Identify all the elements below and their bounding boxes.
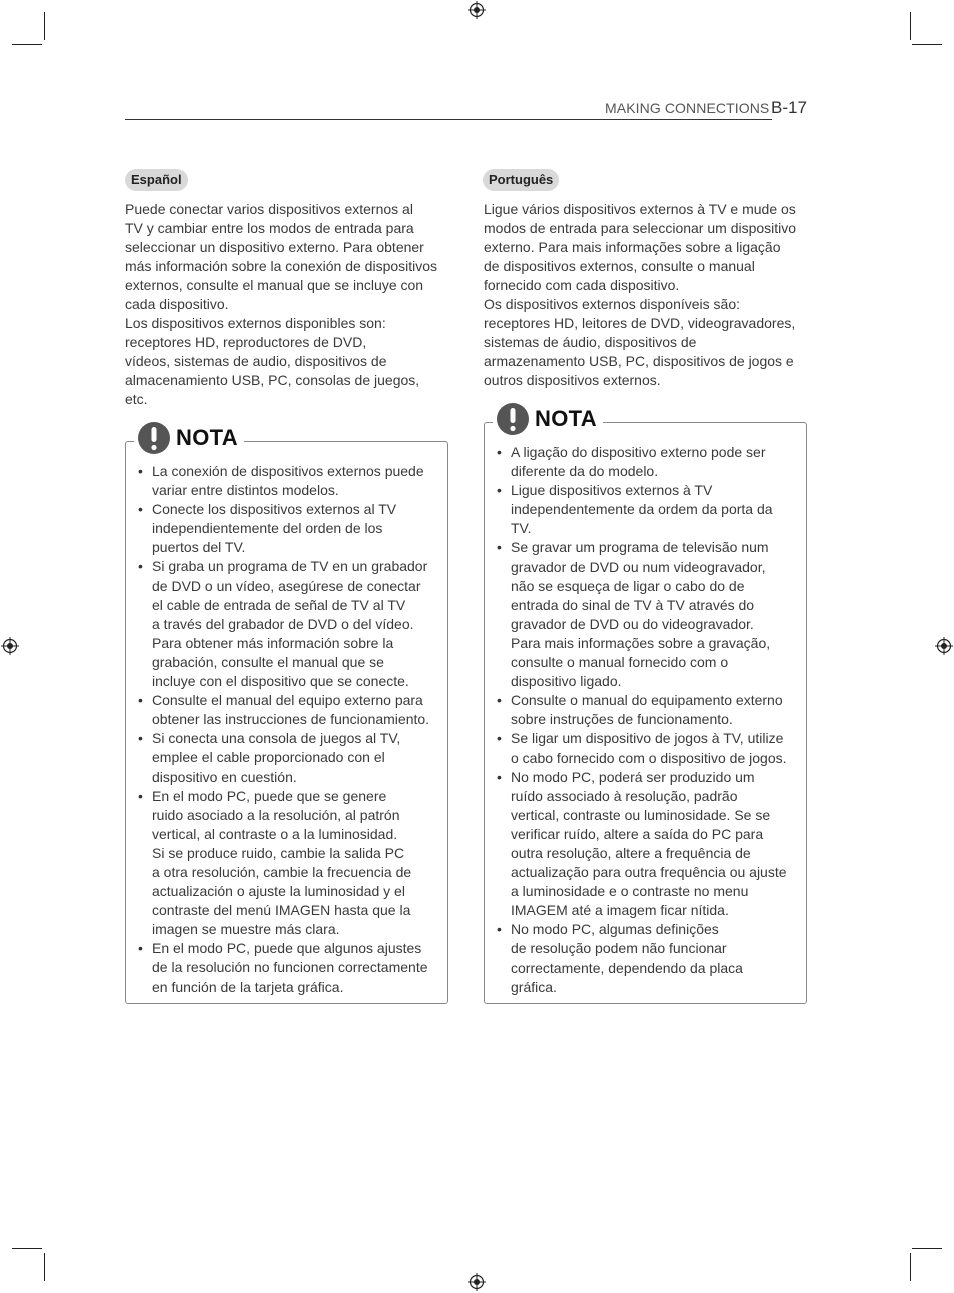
crop-mark — [910, 1253, 911, 1281]
note-item-line: • Si conecta una consola de juegos al TV, — [152, 730, 401, 747]
note-item-line: não se esqueça de ligar o cabo do de — [511, 577, 745, 594]
note-item-line: gravador de DVD ou num videogravador, — [511, 558, 766, 575]
intro-line: armazenamento USB, PC, dispositivos de jogos e — [484, 353, 794, 369]
language-label-es: Español — [125, 169, 188, 191]
intro-line: más información sobre la conexión de dispositivos — [125, 258, 438, 274]
note-item-line: Para obtener más información sobre la — [152, 634, 394, 651]
intro-line: externo. Para mais informações sobre a ligação — [484, 239, 781, 255]
crop-mark — [910, 12, 911, 40]
note-item-line: de la resolución no funcionen correctamente — [152, 959, 428, 976]
note-item-line: outra resolução, altere a frequência de — [511, 844, 751, 861]
crop-mark — [12, 44, 42, 45]
note-item-line: • No modo PC, algumas definições — [511, 921, 719, 938]
note-item-line: consulte o manual fornecido com o — [511, 654, 729, 671]
crop-mark — [12, 1248, 42, 1249]
intro-line: outros dispositivos externos. — [484, 372, 661, 388]
intro-line: cada dispositivo. — [125, 296, 229, 312]
crop-mark — [912, 1248, 942, 1249]
note-item-line: gráfica. — [511, 978, 557, 995]
note-item-line: actualización o ajuste la luminosidad y el — [152, 883, 405, 900]
note-item — [138, 691, 444, 729]
intro-line: sistemas de áudio, dispositivos de — [484, 334, 697, 350]
note-item-line: • Ligue dispositivos externos à TV — [511, 482, 713, 499]
intro-line: Los dispositivos externos disponibles son: — [125, 315, 386, 331]
registration-mark-icon — [1, 637, 19, 655]
note-item-line: gravador de DVD ou do videogravador. — [511, 615, 754, 632]
note-item — [497, 729, 803, 767]
header-divider — [125, 119, 772, 120]
registration-mark-icon — [468, 1, 486, 19]
note-list-pt — [497, 443, 803, 997]
note-item — [138, 500, 444, 557]
note-item-line: TV. — [511, 520, 532, 537]
note-item-line: imagen se muestre más clara. — [152, 921, 340, 938]
crop-mark — [44, 12, 45, 40]
note-item — [497, 538, 803, 691]
note-item-line: variar entre distintos modelos. — [152, 482, 339, 499]
note-item — [138, 557, 444, 691]
note-item-line: diferente da do modelo. — [511, 463, 659, 480]
note-item-line: • Consulte el manual del equipo externo para — [152, 692, 423, 709]
note-item — [497, 443, 803, 481]
intro-line: receptores HD, leitores de DVD, videogravadores, — [484, 315, 796, 331]
page-number: B-17 — [771, 98, 807, 117]
note-item-line: • A ligação do dispositivo externo pode ser — [511, 444, 766, 460]
note-title-es: NOTA — [176, 425, 238, 450]
note-item-line: a luminosidade e o contraste no menu — [511, 883, 749, 900]
registration-mark-icon — [468, 1273, 486, 1291]
intro-paragraph-es — [125, 200, 455, 409]
note-header-pt — [493, 404, 603, 434]
note-item-line: • Se gravar um programa de televisão num — [511, 539, 769, 556]
note-item-line: Para mais informações sobre a gravação, — [511, 634, 771, 651]
note-item-line: a otra resolución, cambie la frecuencia de — [152, 863, 412, 880]
note-item-line: independentemente da ordem da porta da — [511, 501, 773, 518]
note-item-line: ruido asociado a la resolución, al patrón — [152, 806, 400, 823]
note-item-line: vertical, contraste ou luminosidade. Se se — [511, 806, 771, 823]
intro-line: de dispositivos externos, consulte o manual — [484, 258, 755, 274]
note-list-es — [138, 462, 444, 997]
note-item-line: sobre instruções de funcionamento. — [511, 711, 733, 728]
note-item-line: de resolução podem não funcionar — [511, 940, 727, 957]
intro-line: receptores HD, reproductores de DVD, — [125, 334, 367, 350]
intro-paragraph-pt — [484, 200, 814, 390]
intro-line: vídeos, sistemas de audio, dispositivos de — [125, 353, 387, 369]
note-item-line: IMAGEM até a imagem ficar nítida. — [511, 902, 729, 919]
note-item-line: independientemente del orden de los — [152, 520, 383, 537]
note-item-line: contraste del menú IMAGEN hasta que la — [152, 902, 411, 919]
note-item-line: dispositivo en cuestión. — [152, 768, 297, 785]
note-item-line: • En el modo PC, puede que algunos ajustes — [152, 940, 422, 957]
note-item-line: verificar ruído, altere a saída do PC para — [511, 825, 764, 842]
intro-line: etc. — [125, 391, 148, 407]
note-item-line: puertos del TV. — [152, 539, 246, 556]
note-item-line: emplee el cable proporcionado con el — [152, 749, 385, 766]
exclamation-circle-icon — [497, 403, 529, 435]
note-item-line: • Se ligar um dispositivo de jogos à TV, utilize — [511, 730, 784, 747]
note-header-es — [134, 423, 244, 453]
intro-line: externos, consulte el manual que se incluye con — [125, 277, 424, 293]
note-item-line: grabación, consulte el manual que se — [152, 653, 384, 670]
crop-mark — [912, 44, 942, 45]
note-item-line: actualização para outra frequência ou ajuste — [511, 864, 787, 881]
intro-line: Os dispositivos externos disponíveis são: — [484, 296, 741, 312]
note-item-line: • En el modo PC, puede que se genere — [152, 787, 387, 804]
note-item — [497, 481, 803, 538]
note-item-line: en función de la tarjeta gráfica. — [152, 978, 344, 995]
note-item — [138, 729, 444, 786]
note-item — [138, 787, 444, 940]
intro-line: modos de entrada para seleccionar um dispositivo — [484, 220, 797, 236]
note-item — [497, 691, 803, 729]
note-item-line: dispositivo ligado. — [511, 673, 622, 690]
note-item-line: • Si graba un programa de TV en un grabador — [152, 558, 428, 575]
exclamation-circle-icon — [138, 422, 170, 454]
note-item-line: o cabo fornecido com o dispositivo de jogos. — [511, 749, 787, 766]
intro-line: Ligue vários dispositivos externos à TV e mude os — [484, 201, 796, 217]
section-title: MAKING CONNECTIONS — [605, 100, 770, 116]
intro-line: TV y cambiar entre los modos de entrada para — [125, 220, 414, 236]
note-item — [138, 462, 444, 500]
crop-mark — [44, 1253, 45, 1281]
note-item-line: • No modo PC, poderá ser produzido um — [511, 768, 755, 785]
note-item — [497, 920, 803, 996]
note-item-line: incluye con el dispositivo que se conecte. — [152, 673, 409, 690]
note-item-line: entrada do sinal de TV à TV através do — [511, 596, 755, 613]
registration-mark-icon — [935, 637, 953, 655]
intro-line: almacenamiento USB, PC, consolas de juegos, — [125, 372, 420, 388]
note-item-line: de DVD o un vídeo, asegúrese de conectar — [152, 577, 421, 594]
note-item-line: • Consulte o manual do equipamento externo — [511, 692, 783, 709]
note-item-line: el cable de entrada de señal de TV al TV — [152, 596, 406, 613]
intro-line: seleccionar un dispositivo externo. Para obtener — [125, 239, 424, 255]
note-item-line: ruído associado à resolução, padrão — [511, 787, 738, 804]
note-item-line: Si se produce ruido, cambie la salida PC — [152, 844, 405, 861]
note-item-line: • La conexión de dispositivos externos puede — [152, 463, 424, 479]
note-item-line: • Conecte los dispositivos externos al TV — [152, 501, 397, 518]
note-item-line: a través del grabador de DVD o del vídeo. — [152, 615, 414, 632]
note-item — [497, 768, 803, 921]
language-label-pt: Português — [483, 169, 559, 191]
note-item-line: vertical, al contraste o a la luminosidad. — [152, 825, 398, 842]
note-item-line: correctamente, dependendo da placa — [511, 959, 743, 976]
note-item — [138, 939, 444, 996]
intro-line: Puede conectar varios dispositivos externos al — [125, 201, 413, 217]
note-item-line: obtener las instrucciones de funcionamiento. — [152, 711, 430, 728]
intro-line: fornecido com cada dispositivo. — [484, 277, 680, 293]
note-title-pt: NOTA — [535, 406, 597, 431]
